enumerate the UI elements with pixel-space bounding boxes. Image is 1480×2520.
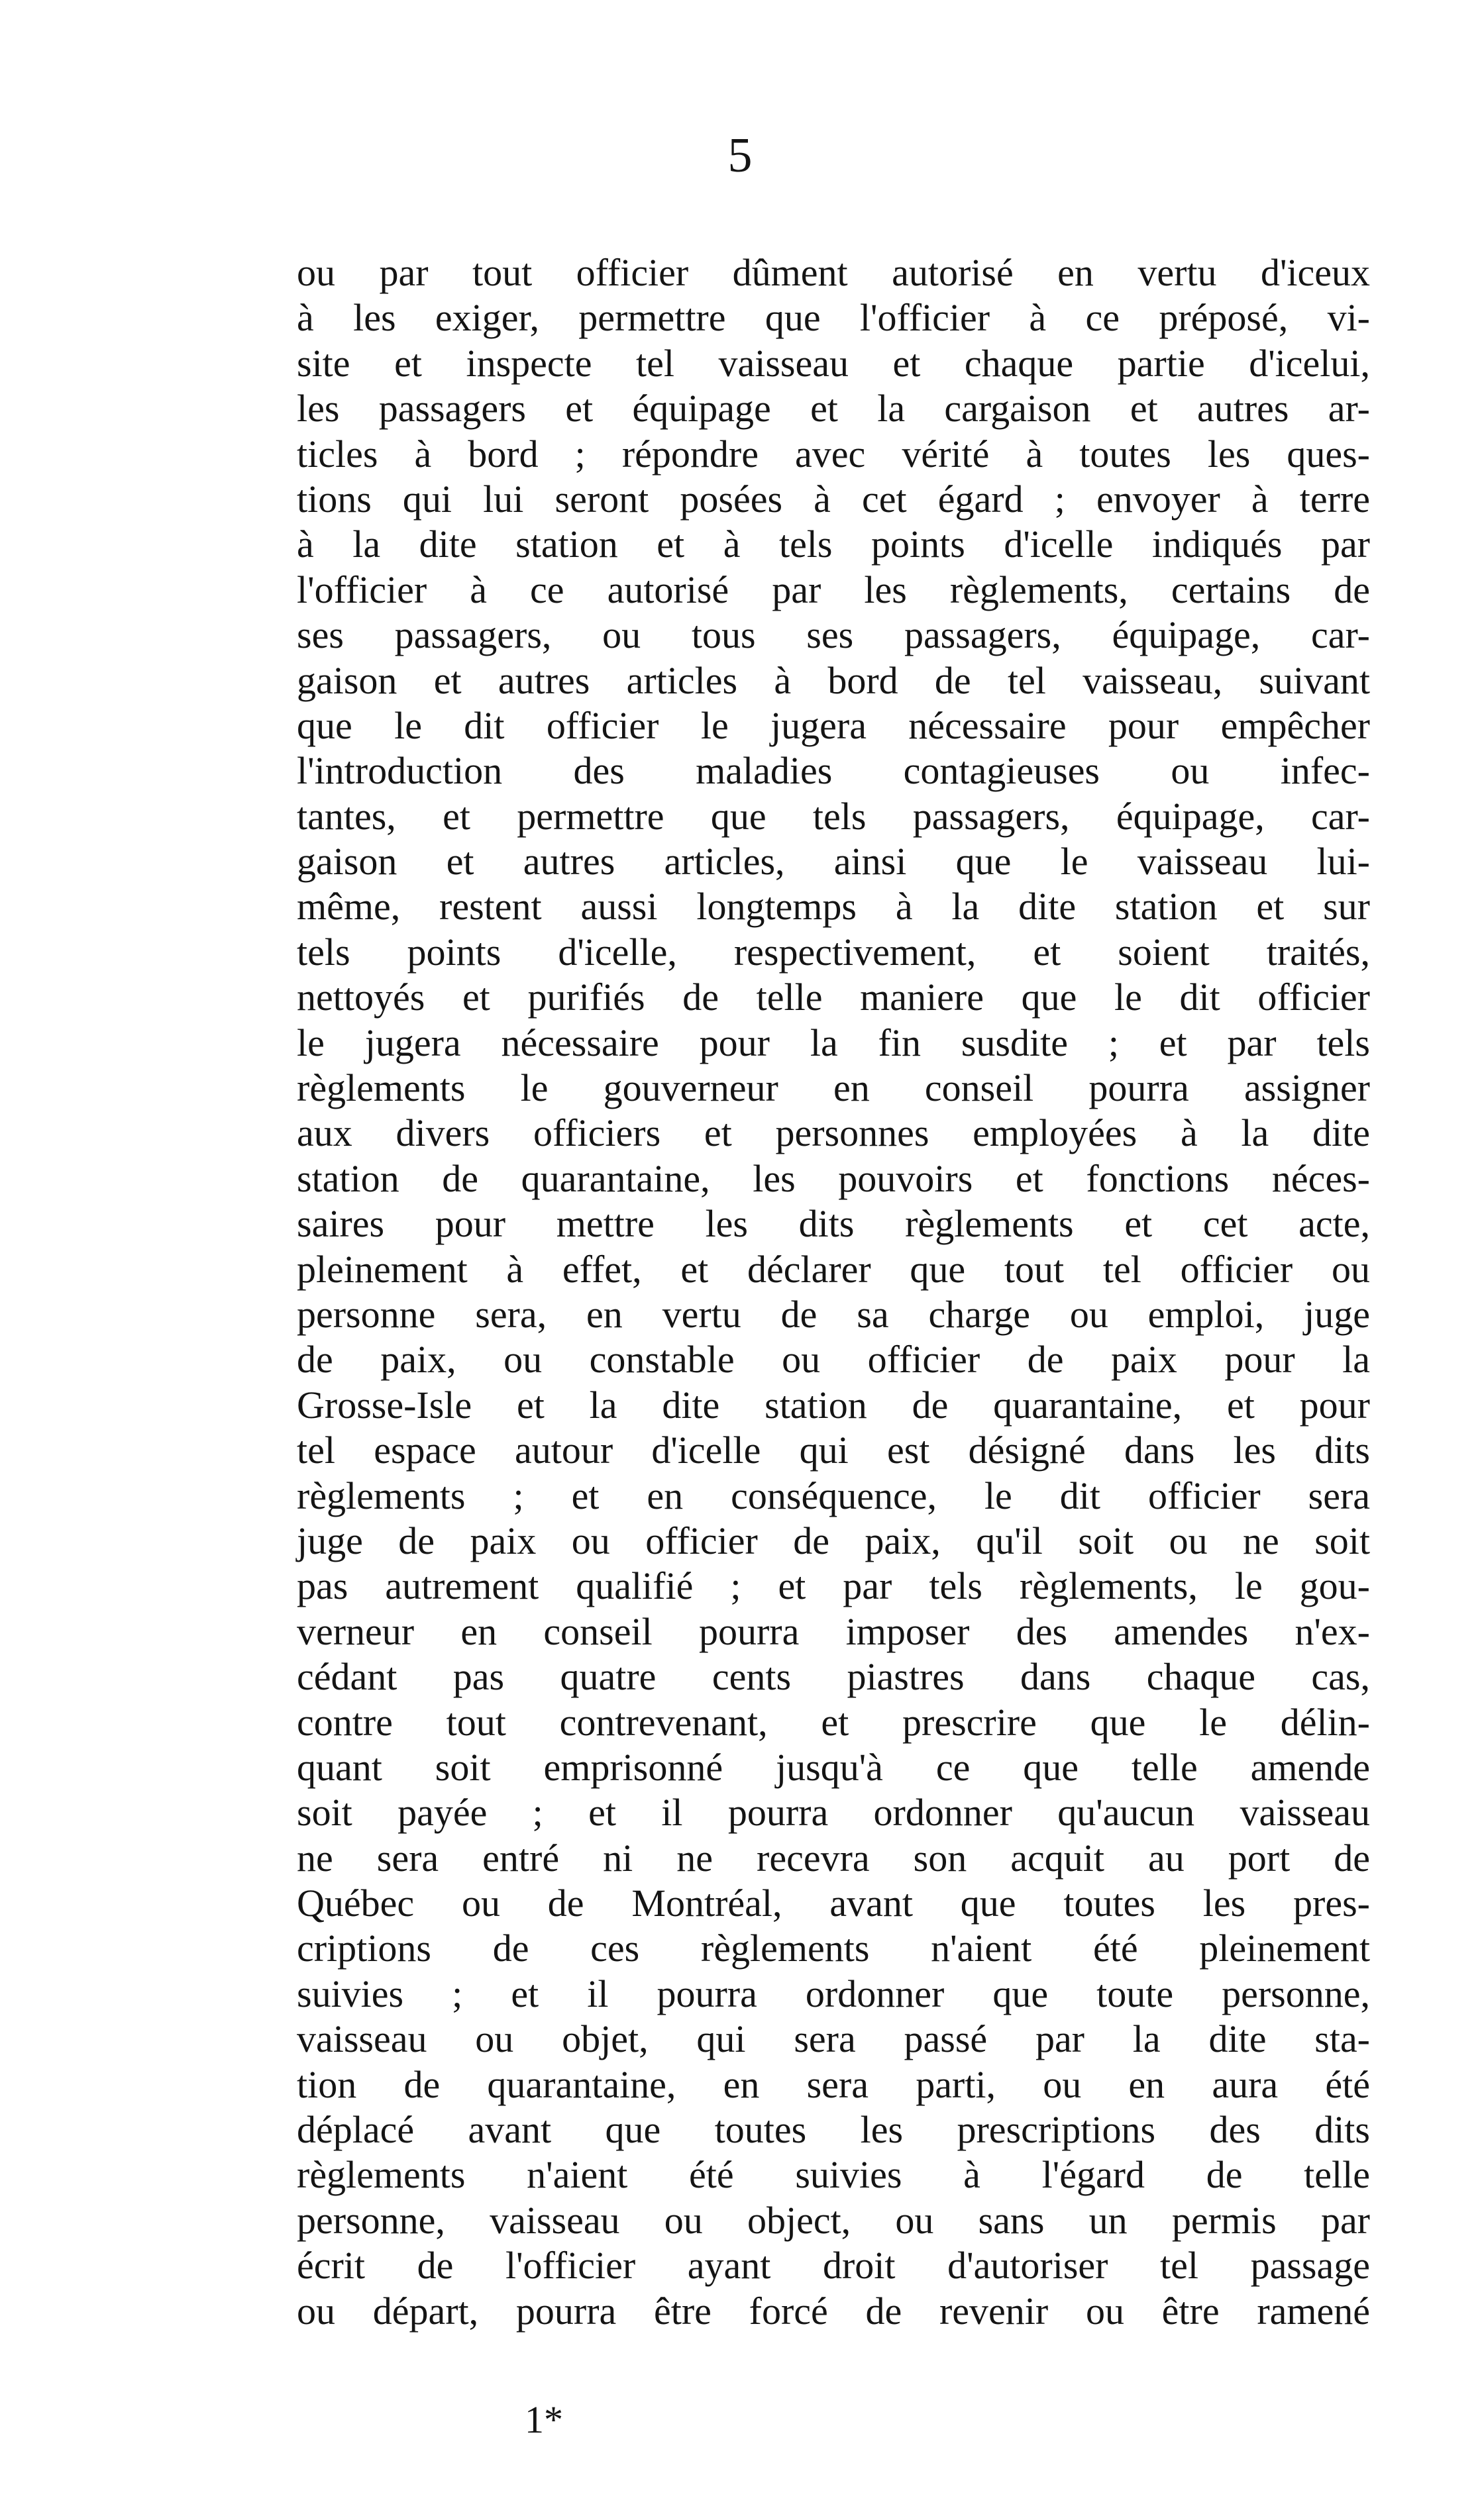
text-line: Québec ou de Montréal, avant que toutes les pres- xyxy=(297,1882,1370,1925)
text-line: station de quarantaine, les pouvoirs et fonctions néces- xyxy=(297,1156,1370,1200)
text-line: tantes, et permettre que tels passagers, équipage, car- xyxy=(297,794,1370,838)
text-line: ne sera entré ni ne recevra son acquit au port de xyxy=(297,1836,1370,1880)
text-line: à les exiger, permettre que l'officier à ce préposé, vi- xyxy=(297,296,1370,340)
text-line: tions qui lui seront posées à cet égard ; envoyer à terre xyxy=(297,477,1370,521)
text-line: site et inspecte tel vaisseau et chaque partie d'icelui, xyxy=(297,341,1370,385)
text-line: juge de paix ou officier de paix, qu'il soit ou ne soit xyxy=(297,1519,1370,1562)
text-line: ses passagers, ou tous ses passagers, équipage, car- xyxy=(297,613,1370,657)
text-line: soit payée ; et il pourra ordonner qu'aucun vaisseau xyxy=(297,1791,1370,1835)
text-line: règlements ; et en conséquence, le dit officier sera xyxy=(297,1474,1370,1517)
text-line: aux divers officiers et personnes employées à la dite xyxy=(297,1111,1370,1155)
text-line: ou par tout officier dûment autorisé en vertu d'iceux xyxy=(297,251,1370,294)
text-line: que le dit officier le jugera nécessaire pour empêcher xyxy=(297,703,1370,747)
text-line: les passagers et équipage et la cargaison et autres ar- xyxy=(297,387,1370,430)
text-line: déplacé avant que toutes les prescriptions des dits xyxy=(297,2108,1370,2152)
text-line: l'introduction des maladies contagieuses ou infec- xyxy=(297,749,1370,793)
text-line: personne sera, en vertu de sa charge ou emploi, juge xyxy=(297,1292,1370,1336)
text-line: gaison et autres articles, ainsi que le vaisseau lui- xyxy=(297,840,1370,883)
text-line: pleinement à effet, et déclarer que tout tel officier ou xyxy=(297,1247,1370,1291)
text-line: verneur en conseil pourra imposer des amendes n'ex- xyxy=(297,1609,1370,1653)
text-line: contre tout contrevenant, et prescrire que le délin- xyxy=(297,1700,1370,1744)
text-line: ou départ, pourra être forcé de revenir ou être ramené xyxy=(297,2289,1370,2333)
text-line: règlements n'aient été suivies à l'égard de telle xyxy=(297,2153,1370,2197)
body-text xyxy=(297,250,1370,2334)
page-number: 5 xyxy=(727,128,753,183)
text-line: écrit de l'officier ayant droit d'autoriser tel passage xyxy=(297,2244,1370,2288)
text-line: le jugera nécessaire pour la fin susdite ; et par tels xyxy=(297,1021,1370,1064)
text-line: saires pour mettre les dits règlements et cet acte, xyxy=(297,1202,1370,1246)
text-line: même, restent aussi longtemps à la dite station et sur xyxy=(297,885,1370,929)
text-line: de paix, ou constable ou officier de paix pour la xyxy=(297,1338,1370,1382)
text-line: criptions de ces règlements n'aient été pleinement xyxy=(297,1927,1370,1970)
text-line: quant soit emprisonné jusqu'à ce que telle amende xyxy=(297,1745,1370,1789)
signature-mark: 1* xyxy=(525,2398,563,2441)
text-line: pas autrement qualifié ; et par tels règlements, le gou- xyxy=(297,1564,1370,1608)
text-line: tels points d'icelle, respectivement, et soient traités, xyxy=(297,930,1370,974)
text-line: vaisseau ou objet, qui sera passé par la dite sta- xyxy=(297,2017,1370,2061)
text-line: tel espace autour d'icelle qui est désigné dans les dits xyxy=(297,1429,1370,1472)
text-line: cédant pas quatre cents piastres dans chaque cas, xyxy=(297,1655,1370,1699)
text-line: ticles à bord ; répondre avec vérité à toutes les ques- xyxy=(297,432,1370,476)
text-line: gaison et autres articles à bord de tel vaisseau, suivant xyxy=(297,658,1370,702)
text-line: l'officier à ce autorisé par les règlements, certains de xyxy=(297,568,1370,611)
text-line: personne, vaisseau ou object, ou sans un permis par xyxy=(297,2198,1370,2242)
text-line: à la dite station et à tels points d'icelle indiqués par xyxy=(297,523,1370,566)
text-line: tion de quarantaine, en sera parti, ou en aura été xyxy=(297,2062,1370,2106)
text-line: nettoyés et purifiés de telle maniere que le dit officier xyxy=(297,976,1370,1019)
text-line: suivies ; et il pourra ordonner que toute personne, xyxy=(297,1972,1370,2015)
text-line: règlements le gouverneur en conseil pourra assigner xyxy=(297,1066,1370,1110)
text-line: Grosse-Isle et la dite station de quarantaine, et pour xyxy=(297,1383,1370,1427)
